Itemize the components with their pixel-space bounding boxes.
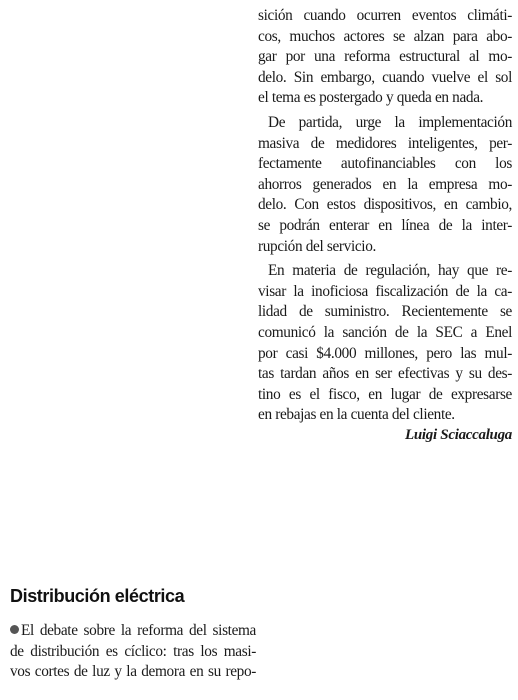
text-line: lidad de suministro. Recientemente se	[258, 303, 512, 321]
text-line: ahorros generados en la empresa mo-	[258, 175, 512, 193]
paragraph	[258, 261, 512, 426]
bullet-icon	[10, 625, 19, 634]
author-signature: Luigi Sciaccaluga	[405, 427, 512, 443]
paragraph	[258, 113, 512, 257]
text-line: masiva de medidores inteligentes, per-	[258, 134, 512, 152]
text-line: visar la inoficiosa fiscalización de la ca-	[258, 282, 512, 300]
text-line: De partida, urge la implementación	[268, 113, 512, 131]
text-line: delo. Con estos dispositivos, en cambio,	[258, 196, 512, 214]
text-line: rupción del servicio.	[258, 237, 376, 255]
text-line: comunicó la sanción de la SEC a Enel	[258, 323, 512, 341]
text-line: fectamente autofinanciables con los	[258, 155, 512, 173]
paragraph	[258, 6, 512, 109]
text-line: cos, muchos actores se alzan para abo-	[258, 27, 512, 45]
text-line: vos cortes de luz y la demora en su repo-	[10, 663, 256, 681]
text-line: en rebajas en la cuenta del cliente.	[258, 406, 455, 424]
text-line: tas tardan años en ser efectivas y su des-	[258, 365, 512, 383]
text-line: delo. Sin embargo, cuando vuelve el sol	[258, 68, 512, 86]
text-line	[10, 621, 256, 642]
article-continuation	[258, 6, 512, 430]
text-line: por casi $4.000 millones, pero las mul-	[258, 344, 512, 362]
next-article	[10, 585, 256, 683]
text-line-content: El debate sobre la reforma del sistema	[21, 622, 256, 639]
text-line: sición cuando ocurren eventos climáti-	[258, 7, 512, 24]
text-line: tino es el fisco, en lugar de expresarse	[258, 385, 512, 403]
text-line: gar por una reforma estructural al mo-	[258, 48, 512, 66]
text-line: se podrán enterar en línea de la inter-	[258, 216, 512, 234]
text-line: el tema es postergado y queda en nada.	[258, 89, 484, 107]
text-line: En materia de regulación, hay que re-	[268, 262, 512, 280]
article-heading: Distribución eléctrica	[10, 586, 185, 606]
text-line: de distribución es cíclico: tras los masi-	[10, 642, 256, 660]
